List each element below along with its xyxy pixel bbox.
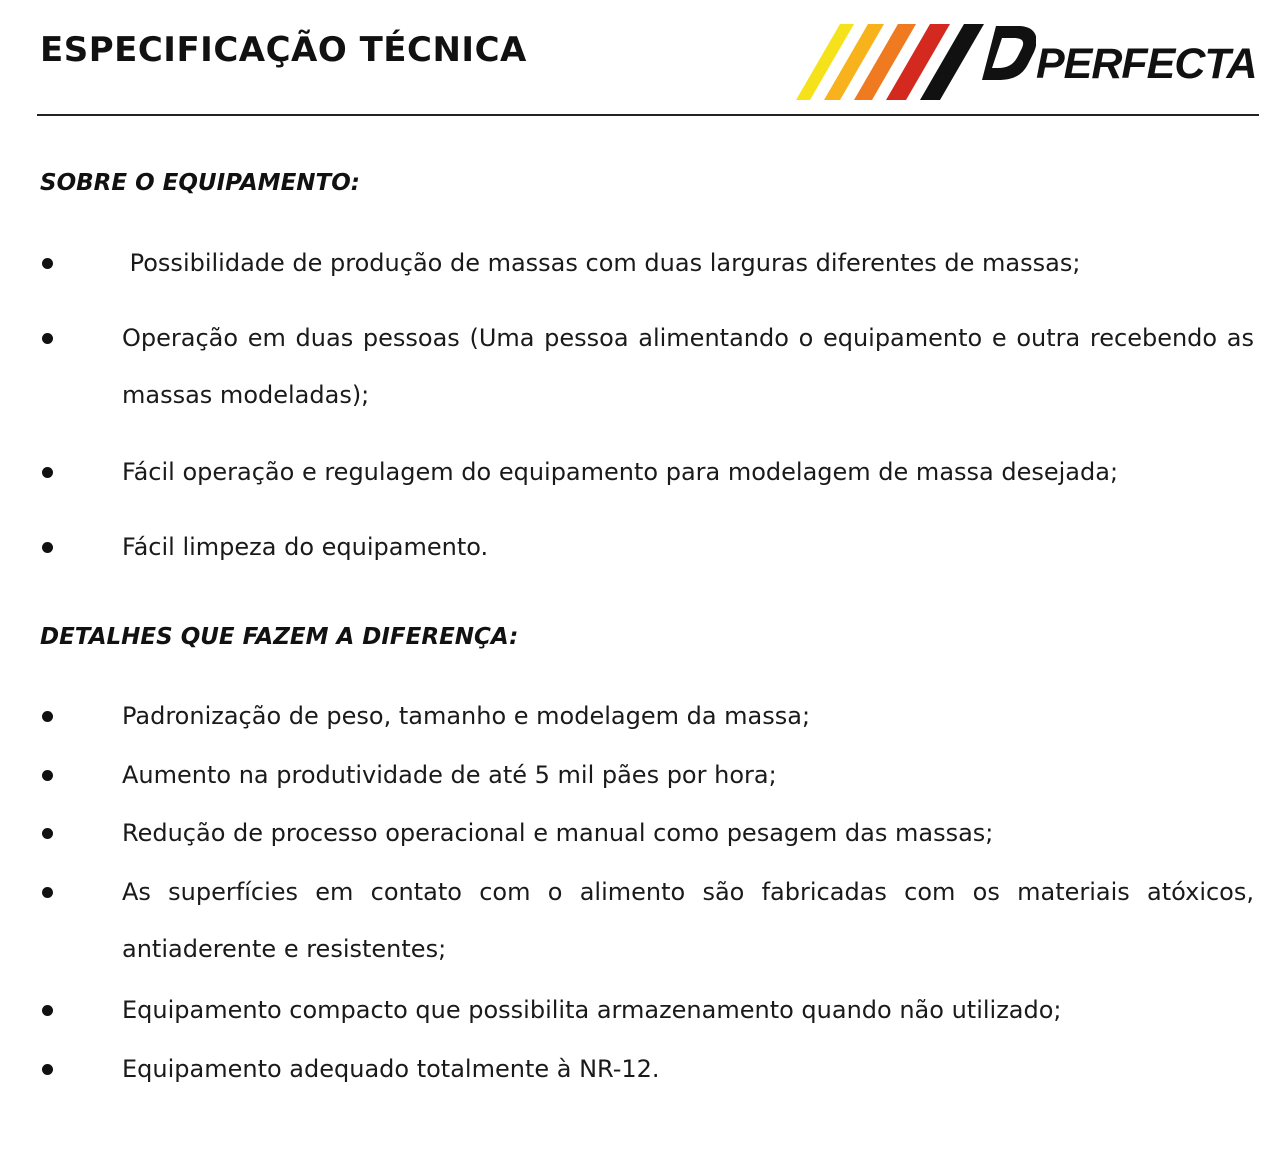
list-item-text: Aumento na produtividade de até 5 mil pães por hora; (122, 761, 777, 789)
list-item-text: As superfícies em contato com o alimento são fabricadas com os materiais atóxicos, antiaderente e resistentes; (122, 878, 1254, 963)
bullet-icon (42, 828, 53, 839)
logo-wordmark: PERFECTA (1036, 40, 1257, 88)
list-item-text: Fácil limpeza do equipamento. (122, 533, 489, 561)
header-divider (37, 114, 1259, 116)
bullet-icon (42, 770, 53, 781)
bullet-icon (42, 1064, 53, 1075)
document-title: ESPECIFICAÇÃO TÉCNICA (40, 30, 527, 70)
list-item-text: Padronização de peso, tamanho e modelagem da massa; (122, 702, 811, 730)
list-item-text: Equipamento compacto que possibilita armazenamento quando não utilizado; (122, 996, 1062, 1024)
logo-letter-p-mark (982, 26, 1036, 80)
bullet-icon (42, 711, 53, 722)
list-item-text: Fácil operação e regulagem do equipamento para modelagem de massa desejada; (122, 458, 1119, 486)
section-heading-sobre: SOBRE O EQUIPAMENTO: (40, 170, 360, 196)
bullet-icon (42, 887, 53, 898)
bullet-icon (42, 1005, 53, 1016)
bullet-icon (42, 333, 53, 344)
bullet-icon (42, 467, 53, 478)
perfecta-logo (796, 24, 1258, 102)
list-item-text: Redução de processo operacional e manual como pesagem das massas; (122, 819, 994, 847)
bullet-icon (42, 258, 53, 269)
bullet-icon (42, 542, 53, 553)
list-item-text: Operação em duas pessoas (Uma pessoa alimentando o equipamento e outra recebendo as massas modeladas); (122, 324, 1254, 409)
list-item-text: Equipamento adequado totalmente à NR-12. (122, 1055, 660, 1083)
page-header (0, 0, 1280, 116)
section-heading-detalhes: DETALHES QUE FAZEM A DIFERENÇA: (40, 624, 519, 650)
list-item-text: Possibilidade de produção de massas com duas larguras diferentes de massas; (122, 249, 1081, 277)
logo-stripes-icon (796, 24, 1036, 102)
